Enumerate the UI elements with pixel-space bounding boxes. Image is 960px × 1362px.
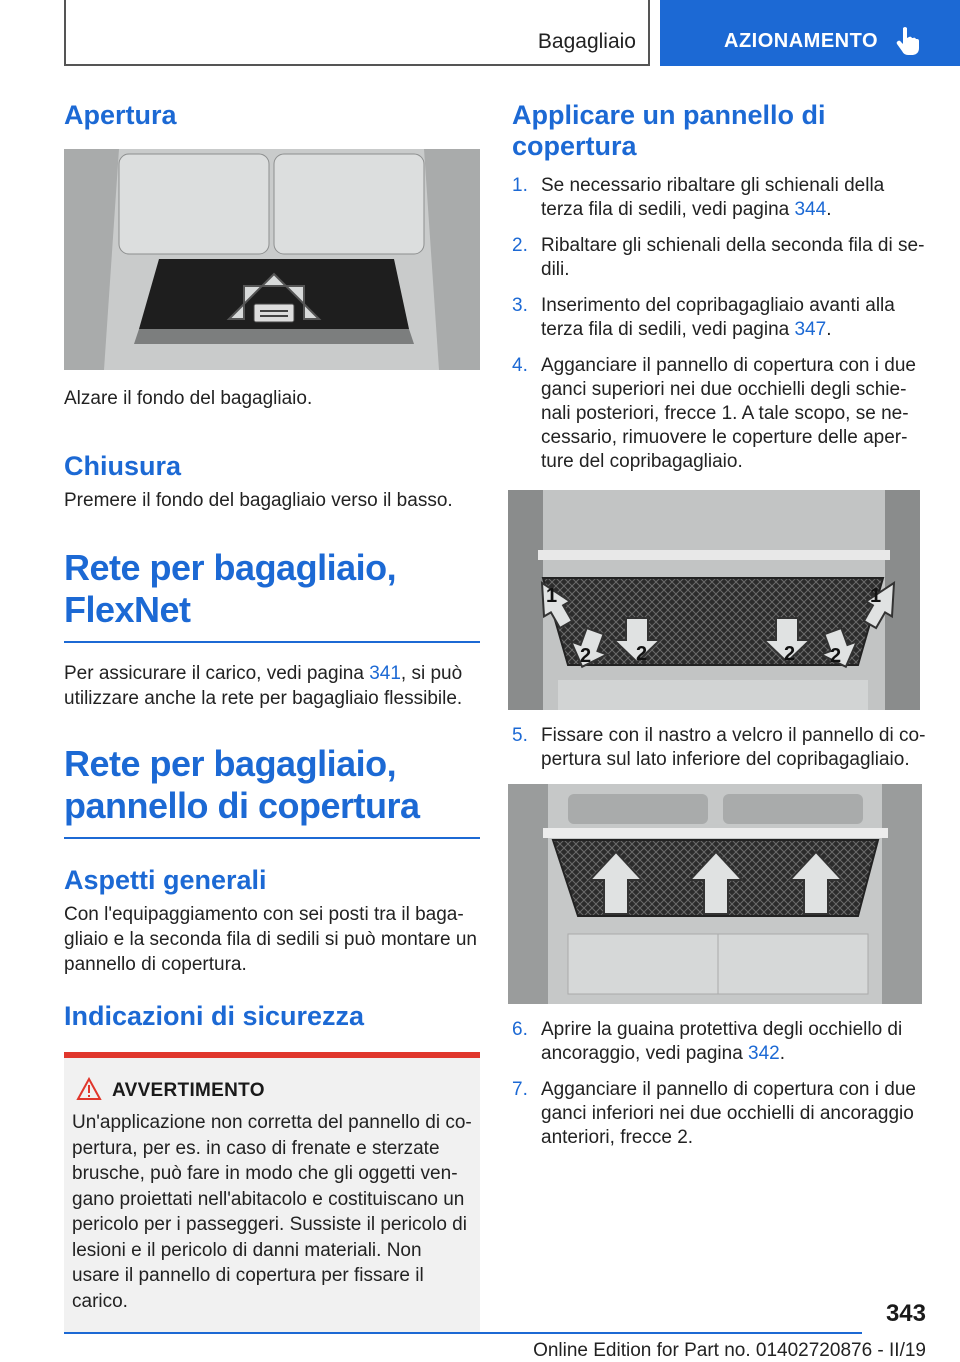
flexnet-text	[64, 661, 480, 711]
step-number: 2.	[512, 235, 528, 256]
steps-list-b	[512, 724, 926, 772]
panel-heading-line-2: pannello di copertura	[64, 785, 420, 826]
figure-label: 2	[636, 643, 648, 665]
net-upper-hooks-figure	[508, 490, 920, 710]
step-7	[512, 1078, 926, 1150]
figure-label: 2	[784, 643, 796, 665]
trunk-floor-figure	[64, 149, 480, 370]
step-text-end: .	[826, 199, 832, 220]
step-number: 4.	[512, 355, 528, 376]
general-heading: Aspetti generali	[64, 865, 267, 895]
panel-heading-line-1: Rete per bagagliaio,	[64, 743, 397, 784]
figure-label: 2	[830, 645, 842, 667]
panel-heading	[64, 743, 480, 827]
heading-rule	[64, 641, 480, 643]
flexnet-text-part-1: Per assicurare il carico, vedi pagina	[64, 663, 370, 684]
step-4	[512, 354, 926, 474]
footer-rule	[64, 1332, 862, 1334]
chiusura-text: Premere il fondo del bagagliaio verso il basso.	[64, 490, 453, 511]
step-number: 7.	[512, 1079, 528, 1100]
page-link-341[interactable]: 341	[369, 663, 401, 684]
step-3	[512, 294, 926, 342]
chapter-title: AZIONAMENTO	[724, 30, 879, 52]
heading-rule	[64, 837, 480, 839]
step-number: 5.	[512, 725, 528, 746]
step-2	[512, 234, 926, 282]
figure-label: 1	[870, 585, 882, 607]
step-5	[512, 724, 926, 772]
edition-text: Online Edition for Part no. 01402720876 - II/19	[533, 1340, 926, 1361]
figure-label: 1	[546, 585, 558, 607]
step-text: Aprire la guaina protettiva degli occhiello di ancoraggio, vedi pagina	[541, 1019, 903, 1064]
trunk-floor-illustration	[64, 149, 480, 370]
flexnet-heading	[64, 547, 480, 631]
warning-box	[64, 1052, 480, 1334]
flexnet-heading-line-2: FlexNet	[64, 589, 191, 630]
chiusura-heading: Chiusura	[64, 451, 182, 481]
section-title: Bagagliaio	[537, 30, 636, 53]
step-text: Fissare con il nastro a velcro il pannello di copertura sul lato inferiore del copribagagliaio.	[541, 725, 926, 770]
page-link-342[interactable]: 342	[748, 1043, 780, 1064]
figure-label: 2	[580, 645, 592, 667]
step-text-end: .	[826, 319, 832, 340]
warning-triangle-icon	[76, 1077, 102, 1101]
page-link-347[interactable]: 347	[794, 319, 827, 340]
page-header	[0, 0, 960, 66]
flexnet-heading-line-1: Rete per bagagliaio,	[64, 547, 397, 588]
step-text: Inserimento del copribagagliaio avanti alla terza fila di sedili, vedi pagina	[541, 295, 895, 340]
warning-text: Un'applicazione non corretta del pannello di copertura, per es. in caso di frenate e sterzate brusche, può fare in modo che gli oggetti vengano proiettati nell'abitacolo e costituiscano un pericolo per i passeggeri. Sussiste il pericolo di lesioni e il pericolo di danni materiali. Non usare il pannello di copertura per fissare il carico.	[72, 1112, 472, 1312]
apertura-caption: Alzare il fondo del bagagliaio.	[64, 388, 313, 409]
safety-heading: Indicazioni di sicurezza	[64, 1001, 365, 1031]
step-number: 6.	[512, 1019, 528, 1040]
step-number: 1.	[512, 175, 528, 196]
step-text: Agganciare il pannello di copertura con i due ganci superiori nei due occhielli degli schienali posteriori, frecce 1. A tale scopo, se necessario, rimuovere le coperture delle aperture del copribagagliaio.	[541, 355, 916, 472]
step-text: Agganciare il pannello di copertura con i due ganci inferiori nei due occhielli di ancoraggio anteriori, frecce 2.	[541, 1079, 916, 1148]
net-velcro-illustration	[508, 784, 922, 1004]
hand-pointer-icon	[896, 26, 922, 56]
chapter-tab	[660, 0, 960, 66]
step-1	[512, 174, 926, 222]
net-upper-hooks-illustration	[508, 490, 920, 710]
step-6	[512, 1018, 926, 1066]
warning-title	[112, 1080, 472, 1102]
warning-label: AVVERTIMENTO	[112, 1080, 265, 1101]
step-text-end: .	[779, 1043, 786, 1064]
apply-panel-heading: Applicare un pannello di copertura	[512, 100, 826, 161]
net-velcro-figure	[508, 784, 922, 1004]
section-tab	[64, 0, 650, 66]
left-column	[64, 100, 480, 1334]
step-number: 3.	[512, 295, 528, 316]
flexnet-text-part-2: , si può utilizzare anche la rete per bagagliaio flessibile.	[64, 663, 463, 709]
right-column	[512, 100, 926, 1162]
page-link-344[interactable]: 344	[794, 199, 827, 220]
step-text: Se necessario ribaltare gli schienali della terza fila di sedili, vedi pagina	[541, 175, 885, 220]
general-text: Con l'equipaggiamento con sei posti tra il bagagliaio e la seconda fila di sedili si può montare un pannello di copertura.	[64, 904, 477, 975]
steps-list-a	[512, 174, 926, 474]
step-text: Ribaltare gli schienali della seconda fila di sedili.	[541, 235, 925, 280]
steps-list-c	[512, 1018, 926, 1150]
page-number: 343	[885, 1300, 926, 1327]
apertura-heading: Apertura	[64, 100, 177, 130]
